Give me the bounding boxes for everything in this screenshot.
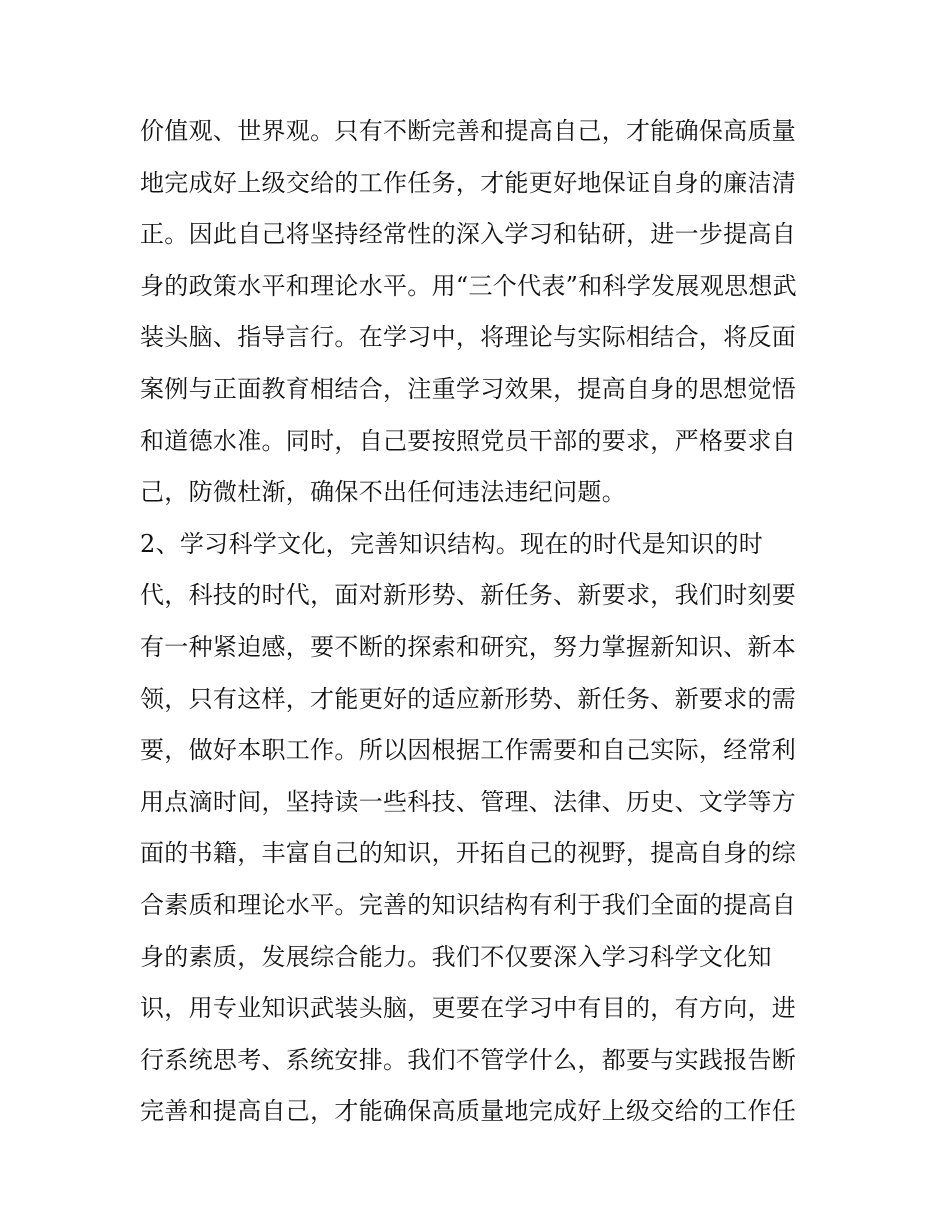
text-line: 身的素质，发展综合能力。我们不仅要深入学习科学文化知 <box>140 942 772 971</box>
text-line: 地完成好上级交给的工作任务，才能更好地保证自身的廉洁清 <box>140 168 797 197</box>
section-heading-line: 2、学习科学文化，完善知识结构。现在的时代是知识的时 <box>140 529 764 558</box>
text-line: 己，防微杜渐，确保不出任何违法违纪问题。 <box>140 478 626 507</box>
text-line: 领，只有这样，才能更好的适应新形势、新任务、新要求的需 <box>140 684 797 713</box>
text-line: 案例与正面教育相结合，注重学习效果，提高自身的思想觉悟 <box>140 374 797 403</box>
text-line: 合素质和理论水平。完善的知识结构有利于我们全面的提高自 <box>140 890 797 919</box>
text-line: 行系统思考、系统安排。我们不管学什么，都要与实践报告断 <box>140 1045 797 1074</box>
text-line: 识，用专业知识武装头脑，更要在学习中有目的，有方向，进 <box>140 994 797 1023</box>
text-line: 面的书籍，丰富自己的知识，开拓自己的视野，提高自身的综 <box>140 839 797 868</box>
text-line: 完善和提高自己，才能确保高质量地完成好上级交给的工作任 <box>140 1097 797 1126</box>
text-line: 要，做好本职工作。所以因根据工作需要和自己实际，经常利 <box>140 736 797 765</box>
text-line: 装头脑、指导言行。在学习中，将理论与实际相结合，将反面 <box>140 323 797 352</box>
text-line: 代，科技的时代，面对新形势、新任务、新要求，我们时刻要 <box>140 581 797 610</box>
text-line: 价值观、世界观。只有不断完善和提高自己，才能确保高质量 <box>140 117 797 145</box>
text-line: 和道德水准。同时，自己要按照党员干部的要求，严格要求自 <box>140 426 797 455</box>
body-text <box>140 106 830 1138</box>
text-line: 用点滴时间，坚持读一些科技、管理、法律、历史、文学等方 <box>140 787 797 816</box>
text-line: 身的政策水平和理论水平。用“三个代表”和科学发展观思想武 <box>140 271 797 300</box>
text-line: 有一种紧迫感，要不断的探索和研究，努力掌握新知识、新本 <box>140 632 797 661</box>
text-line: 正。因此自己将坚持经常性的深入学习和钻研，进一步提高自 <box>140 220 797 249</box>
